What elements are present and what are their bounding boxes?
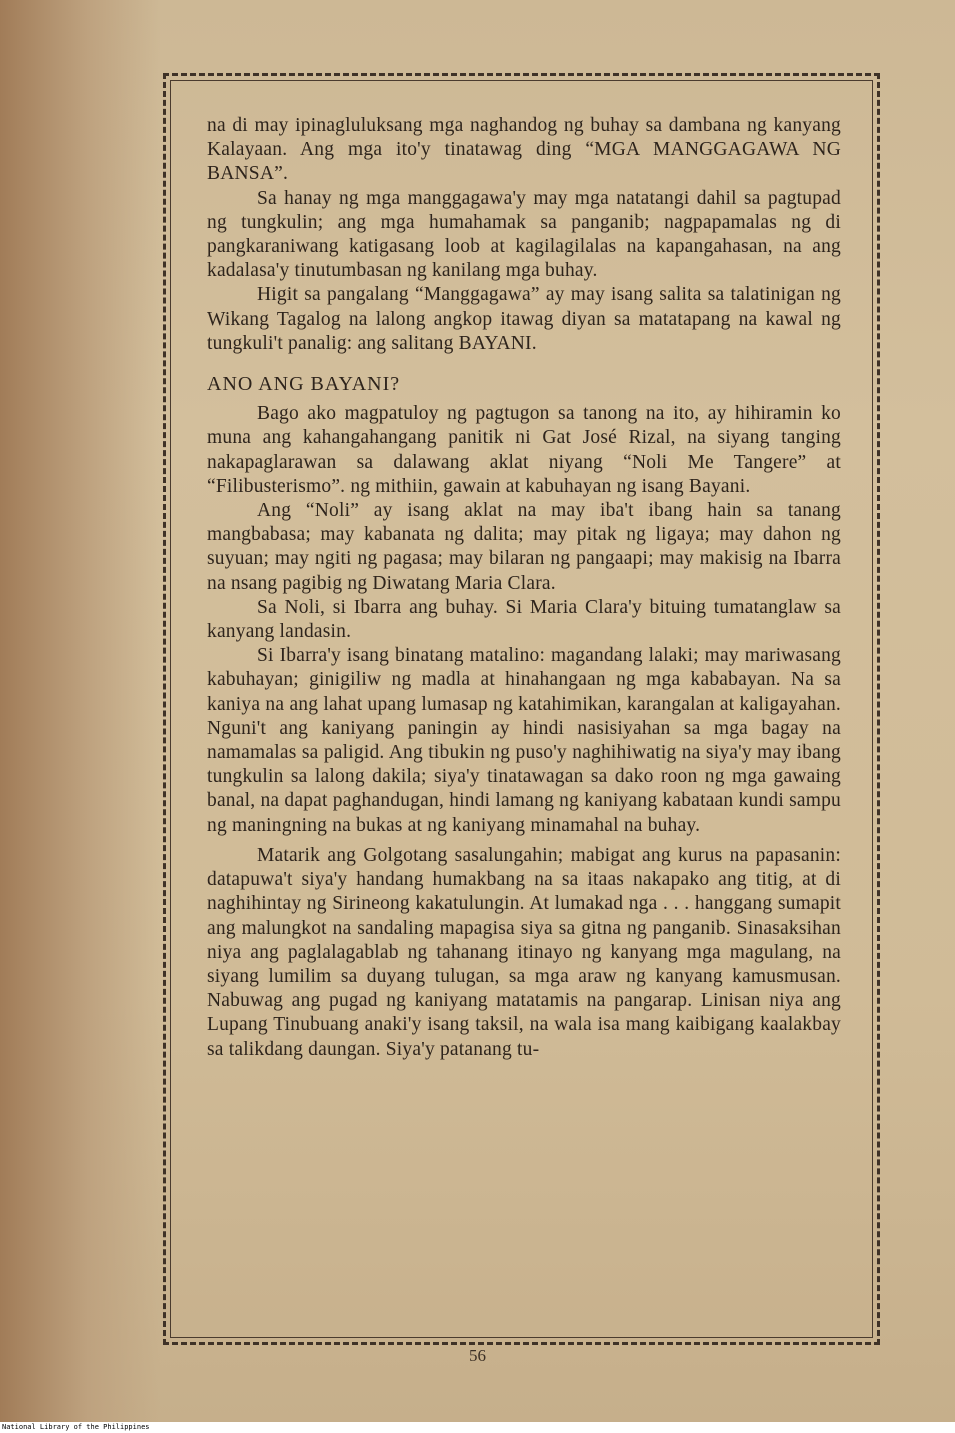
body-text <box>207 114 841 1062</box>
paragraph: Sa Noli, si Ibarra ang buhay. Si Maria Clara'y bituing tumatanglaw sa kanyang landasin. <box>207 596 841 643</box>
paragraph: na di may ipinagluluksang mga naghandog ng buhay sa dambana ng kanyang Kalayaan. Ang mga ito'y tinatawag ding “MGA MANGGAGAWA NG BANSA”. <box>207 115 841 185</box>
footer-credit: National Library of the Philippines <box>2 1423 150 1431</box>
page-edge-shadow <box>0 0 160 1422</box>
footer-bar <box>0 1422 955 1433</box>
section-heading: ANO ANG BAYANI? <box>207 373 401 396</box>
paragraph: Ang “Noli” ay isang aklat na may iba't ibang hain sa tanang mangbabasa; may kabanata ng dalita; may pitak ng ligaya; may dahon ng suyuan; may ngiti ng pagasa; may bilaran ng pangaapi; may makisig na Ibarra na nsang pagibig ng Diwatang Maria Clara. <box>207 500 841 594</box>
paragraph: Higit sa pangalang “Manggagawa” ay may isang salita sa talatinigan ng Wikang Tagalog na lalong angkop itawag diyan sa matatapang na kawal ng tungkuli't panalig: ang salitang BAYANI. <box>207 284 841 354</box>
paragraph: Si Ibarra'y isang binatang matalino: magandang lalaki; may mariwasang kabuhayan; ginigiliw ng madla at hinahangaan ng mga kababayan. Na sa kaniya na ang lahat upang lumasap ng katahimikan, karangalan at kaligayahan. Nguni't ang kaniyang paningin ay hindi nasisiyahan sa mga bagay na namamalas sa paligid. Ang tibukin ng puso'y naghihiwatig na siya'y may ibang tungkulin sa lalong dakila; siya'y tinatawagan sa dako roon ng mga gawaing banal, na dapat paghandugan, hindi lamang ng kaniyang kabataan kundi sampu ng maningning na bukas at ng kaniyang minamahal na buhay. <box>207 645 841 836</box>
paragraph: Matarik ang Golgotang sasalungahin; mabigat ang kurus na papasanin: datapuwa't siya'y handang humakbang na sa itaas nakapako ang titig, at di naghihintay ng Sirineong kakatulungin. At lumakad nga . . . hanggang sumapit ang malungkot na sandaling mapagisa siya sa gitna ng panganib. Sinasaksihan niya ang paglalagablab ng tahanang itinayo ng kanyang mga magulang, na siyang lumilim sa duyang tulugan, sa mga araw ng kanyang kamusmusan. Nabuwag ang pugad ng kaniyang matatamis na pangarap. Linisan niya ang Lupang Tinubuang anaki'y isang taksil, na wala isa mang kaibigang kaalakbay sa talikdang daungan. Siya'y patanang tu- <box>207 844 841 1060</box>
paragraph: Sa hanay ng mga manggagawa'y may mga natatangi dahil sa pagtupad ng tungkulin; ang mga humahamak sa panganib; nagpapamalas ng di pangkaraniwang katigasang loob at kagilagilalas na kapangahasan, na ang kadalasa'y tinutumbasan ng kanilang mga buhay. <box>207 187 841 282</box>
paragraph: Bago ako magpatuloy ng pagtugon sa tanong na ito, ay hihiramin ko muna ang kahangahangang panitik ni Gat José Rizal, na siyang tanging nakapaglarawan sa dalawang aklat niyang “Noli Me Tangere” at “Filibusterismo”. ng mithiin, gawain at kabuhayan ng isang Bayani. <box>207 403 841 497</box>
page-number: 56 <box>469 1346 486 1365</box>
